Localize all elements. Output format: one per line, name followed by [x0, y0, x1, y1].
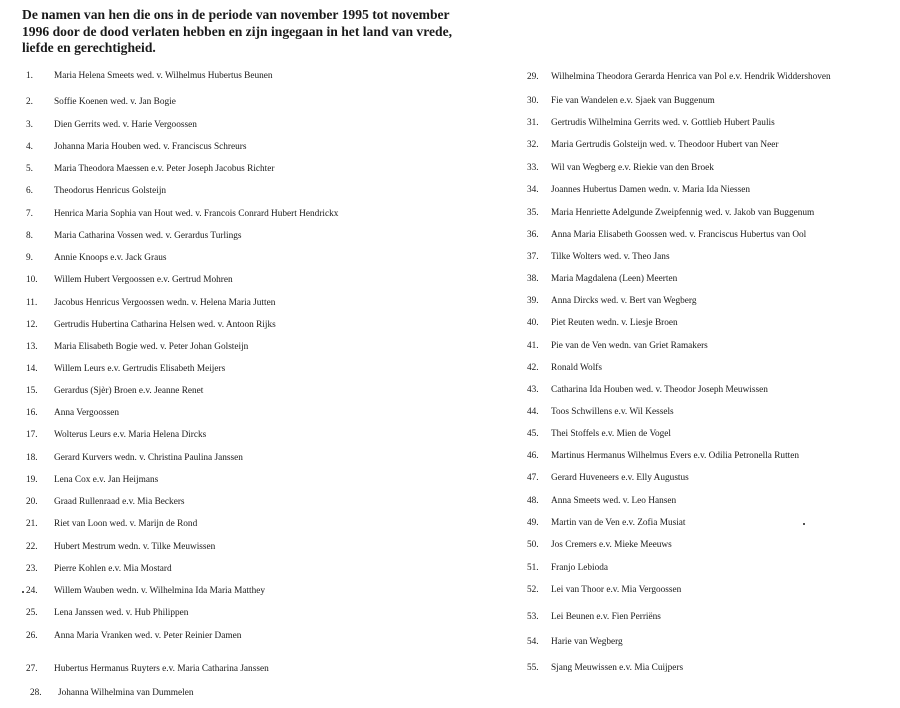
- entry-name: Pie van de Ven wedn. van Griet Ramakers: [551, 341, 708, 351]
- entry-number: 54.: [527, 637, 539, 647]
- entry-name: Franjo Lebioda: [551, 563, 609, 573]
- entry-number: 10.: [26, 275, 38, 285]
- entry-name: Anna Maria Elisabeth Goossen wed. v. Franciscus Hubertus van Ool: [551, 230, 807, 240]
- entry-name: Tilke Wolters wed. v. Theo Jans: [551, 252, 670, 262]
- entry-number: 18.: [26, 453, 38, 463]
- entry-number: 15.: [26, 386, 38, 396]
- entry-number: 46.: [527, 451, 539, 461]
- entry-number: 16.: [26, 408, 38, 418]
- entry-number: 13.: [26, 342, 38, 352]
- entry-name: Maria Catharina Vossen wed. v. Gerardus Turlings: [54, 231, 242, 241]
- entry-number: 30.: [527, 96, 539, 106]
- entry-number: 14.: [26, 364, 38, 374]
- entry-name: Lena Cox e.v. Jan Heijmans: [54, 475, 159, 485]
- entry-number: 22.: [26, 542, 38, 552]
- entry-name: Willem Hubert Vergoossen e.v. Gertrud Mohren: [54, 275, 233, 285]
- entry-name: Jacobus Henricus Vergoossen wedn. v. Helena Maria Jutten: [54, 298, 276, 308]
- entry-number: 47.: [527, 473, 539, 483]
- entry-name: Maria Theodora Maessen e.v. Peter Joseph Jacobus Richter: [54, 164, 275, 174]
- entry-number: 40.: [527, 318, 539, 328]
- entry-name: Willem Leurs e.v. Gertrudis Elisabeth Meijers: [54, 364, 226, 374]
- entry-number: 41.: [527, 341, 539, 351]
- entry-number: 52.: [527, 585, 539, 595]
- entry-name: Dien Gerrits wed. v. Harie Vergoossen: [54, 120, 197, 130]
- entry-number: 45.: [527, 429, 539, 439]
- entry-name: Harie van Wegberg: [551, 637, 623, 647]
- entry-number: 39.: [527, 296, 539, 306]
- entry-number: 7.: [26, 209, 33, 219]
- entry-name: Maria Magdalena (Leen) Meerten: [551, 274, 678, 284]
- entry-name: Sjang Meuwissen e.v. Mia Cuijpers: [551, 663, 684, 673]
- entry-number: 25.: [26, 608, 38, 618]
- entry-number: 9.: [26, 253, 33, 263]
- entry-name: Anna Smeets wed. v. Leo Hansen: [551, 496, 677, 506]
- entry-name: Lei van Thoor e.v. Mia Vergoossen: [551, 585, 682, 595]
- entry-name: Piet Reuten wedn. v. Liesje Broen: [551, 318, 678, 328]
- entry-name: Gertrudis Hubertina Catharina Helsen wed. v. Antoon Rijks: [54, 320, 276, 330]
- entry-name: Anna Dircks wed. v. Bert van Wegberg: [551, 296, 697, 306]
- entry-number: 43.: [527, 385, 539, 395]
- entry-name: Jos Cremers e.v. Mieke Meeuws: [551, 540, 672, 550]
- entry-name: Gertrudis Wilhelmina Gerrits wed. v. Gottlieb Hubert Paulis: [551, 118, 775, 128]
- entry-name: Wilhelmina Theodora Gerarda Henrica van Pol e.v. Hendrik Widdershoven: [551, 72, 831, 82]
- entry-number: 11.: [26, 298, 38, 308]
- entry-number: 36.: [527, 230, 539, 240]
- entry-number: 26.: [26, 631, 38, 641]
- entry-name: Graad Rullenraad e.v. Mia Beckers: [54, 497, 185, 507]
- entry-name: Maria Helena Smeets wed. v. Wilhelmus Hubertus Beunen: [54, 71, 273, 81]
- entry-number: 49.: [527, 518, 539, 528]
- entry-name: Maria Henriette Adelgunde Zweipfennig wed. v. Jakob van Buggenum: [551, 208, 815, 218]
- entry-name: Lei Beunen e.v. Fien Perriëns: [551, 612, 661, 622]
- entry-number: 20.: [26, 497, 38, 507]
- entry-number: 12.: [26, 320, 38, 330]
- entry-name: Maria Elisabeth Bogie wed. v. Peter Johan Golsteijn: [54, 342, 249, 352]
- scan-speck: [22, 591, 24, 593]
- entry-number: 55.: [527, 663, 539, 673]
- entry-name: Lena Janssen wed. v. Hub Philippen: [54, 608, 189, 618]
- entry-number: 24.: [26, 586, 38, 596]
- entry-name: Toos Schwillens e.v. Wil Kessels: [551, 407, 674, 417]
- entry-name: Gerard Kurvers wedn. v. Christina Paulina Janssen: [54, 453, 243, 463]
- entry-name: Catharina Ida Houben wed. v. Theodor Joseph Meuwissen: [551, 385, 768, 395]
- entry-name: Wolterus Leurs e.v. Maria Helena Dircks: [54, 430, 207, 440]
- entry-number: 50.: [527, 540, 539, 550]
- entry-name: Ronald Wolfs: [551, 363, 602, 373]
- entry-number: 17.: [26, 430, 38, 440]
- entry-name: Hubertus Hermanus Ruyters e.v. Maria Catharina Janssen: [54, 664, 269, 674]
- entry-number: 27.: [26, 664, 38, 674]
- entry-number: 19.: [26, 475, 38, 485]
- entry-name: Martin van de Ven e.v. Zofia Musiat: [551, 518, 686, 528]
- entry-name: Johanna Maria Houben wed. v. Franciscus Schreurs: [54, 142, 247, 152]
- entry-number: 6.: [26, 186, 33, 196]
- entry-name: Wil van Wegberg e.v. Riekie van den Broek: [551, 163, 714, 173]
- entry-name: Gerardus (Sjèr) Broen e.v. Jeanne Renet: [54, 386, 204, 396]
- document-heading: De namen van hen die ons in de periode van november 1995 tot november 1996 door de dood verlaten hebben en zijn ingegaan in het land van vrede, liefde en gerechtigheid.: [22, 7, 453, 55]
- entry-name: Pierre Kohlen e.v. Mia Mostard: [54, 564, 172, 574]
- entry-name: Annie Knoops e.v. Jack Graus: [54, 253, 167, 263]
- entry-number: 53.: [527, 612, 539, 622]
- entry-number: 1.: [26, 71, 33, 81]
- entry-name: Riet van Loon wed. v. Marijn de Rond: [54, 519, 198, 529]
- entry-name: Anna Maria Vranken wed. v. Peter Reinier Damen: [54, 631, 242, 641]
- entry-number: 29.: [527, 72, 539, 82]
- entry-number: 2.: [26, 97, 33, 107]
- entry-number: 5.: [26, 164, 33, 174]
- entry-name: Fie van Wandelen e.v. Sjaek van Buggenum: [551, 96, 715, 106]
- entry-name: Theodorus Henricus Golsteijn: [54, 186, 167, 196]
- entry-number: 38.: [527, 274, 539, 284]
- entry-name: Henrica Maria Sophia van Hout wed. v. Francois Conrard Hubert Hendrickx: [54, 209, 339, 219]
- entry-name: Joannes Hubertus Damen wedn. v. Maria Ida Niessen: [551, 185, 750, 195]
- entry-name: Anna Vergoossen: [54, 408, 119, 418]
- entry-name: Thei Stoffels e.v. Mien de Vogel: [551, 429, 671, 439]
- entry-number: 31.: [527, 118, 539, 128]
- entry-name: Martinus Hermanus Wilhelmus Evers e.v. Odilia Petronella Rutten: [551, 451, 800, 461]
- entry-number: 8.: [26, 231, 33, 241]
- entry-number: 23.: [26, 564, 38, 574]
- entry-number: 35.: [527, 208, 539, 218]
- entry-number: 42.: [527, 363, 539, 373]
- entry-number: 33.: [527, 163, 539, 173]
- scan-speck: [803, 523, 805, 525]
- entry-number: 3.: [26, 120, 33, 130]
- entry-number: 37.: [527, 252, 539, 262]
- entry-name: Soffie Koenen wed. v. Jan Bogie: [54, 97, 176, 107]
- entry-name: Hubert Mestrum wedn. v. Tilke Meuwissen: [54, 542, 216, 552]
- entry-name: Johanna Wilhelmina van Dummelen: [58, 688, 194, 698]
- entry-number: 48.: [527, 496, 539, 506]
- entry-name: Willem Wauben wedn. v. Wilhelmina Ida Maria Matthey: [54, 586, 266, 596]
- entry-number: 44.: [527, 407, 539, 417]
- entry-number: 51.: [527, 563, 539, 573]
- entry-number: 28.: [30, 688, 42, 698]
- entry-number: 34.: [527, 185, 539, 195]
- entry-number: 21.: [26, 519, 38, 529]
- entry-number: 4.: [26, 142, 33, 152]
- entry-number: 32.: [527, 140, 539, 150]
- entry-name: Gerard Huveneers e.v. Elly Augustus: [551, 473, 689, 483]
- entry-name: Maria Gertrudis Golsteijn wed. v. Theodoor Hubert van Neer: [551, 140, 779, 150]
